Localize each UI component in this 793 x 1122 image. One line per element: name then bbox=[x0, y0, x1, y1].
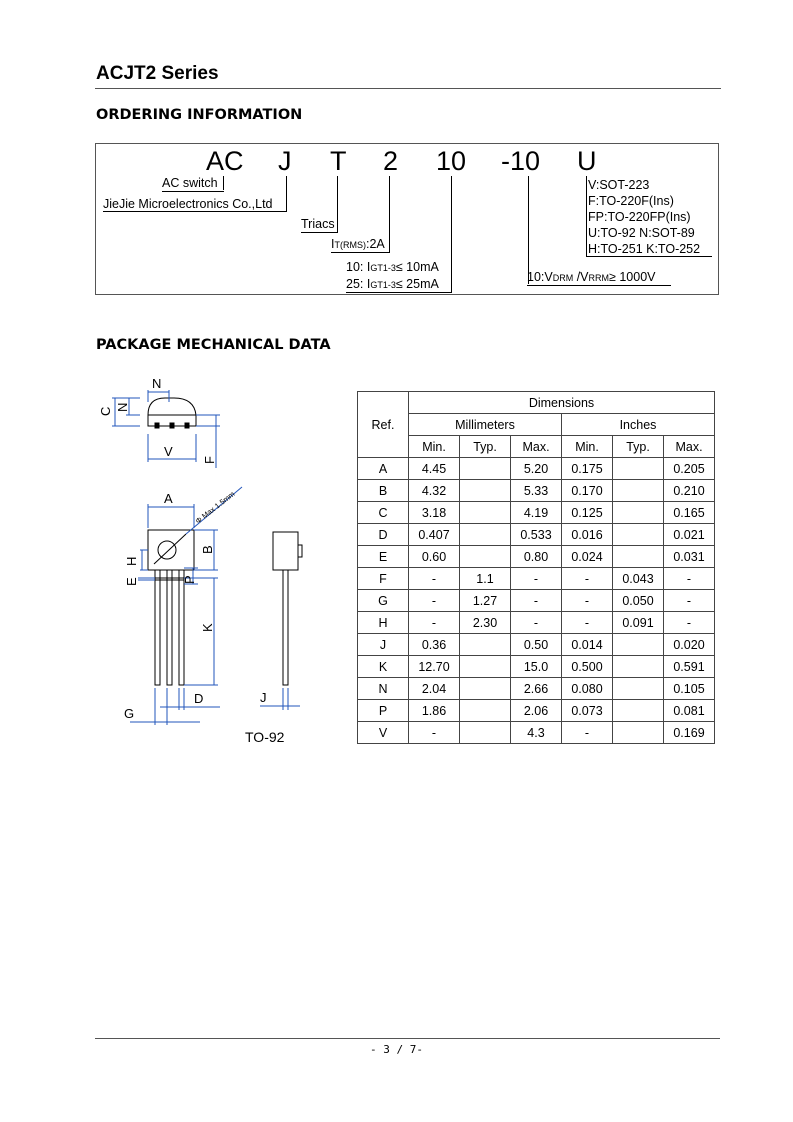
sub-header: Typ. bbox=[460, 436, 511, 458]
table-cell: 0.36 bbox=[409, 634, 460, 656]
table-cell: 2.06 bbox=[511, 700, 562, 722]
table-cell: 0.080 bbox=[562, 678, 613, 700]
table-cell: 0.081 bbox=[664, 700, 715, 722]
leader-u bbox=[586, 176, 587, 256]
code-part-t: T bbox=[330, 146, 347, 176]
table-row bbox=[358, 568, 715, 590]
millimeters-header: Millimeters bbox=[409, 414, 562, 436]
leader-j bbox=[286, 176, 287, 211]
table-cell bbox=[460, 546, 511, 568]
table-cell bbox=[460, 722, 511, 744]
table-cell: - bbox=[409, 722, 460, 744]
table-cell: 1.27 bbox=[460, 590, 511, 612]
leader-10 bbox=[451, 176, 452, 292]
label-company: JieJie Microelectronics Co.,Ltd bbox=[103, 197, 273, 211]
table-cell bbox=[460, 502, 511, 524]
table-row bbox=[358, 722, 715, 744]
ref-header: Ref. bbox=[358, 392, 409, 458]
dim-label-e: E bbox=[124, 577, 139, 586]
table-cell: 0.165 bbox=[664, 502, 715, 524]
table-cell bbox=[460, 524, 511, 546]
table-row bbox=[358, 612, 715, 634]
table-cell: 3.18 bbox=[409, 502, 460, 524]
table-cell: - bbox=[664, 612, 715, 634]
table-cell: 0.021 bbox=[664, 524, 715, 546]
table-row bbox=[358, 634, 715, 656]
table-cell bbox=[460, 480, 511, 502]
table-row bbox=[358, 656, 715, 678]
dimensions-table bbox=[357, 391, 715, 744]
table-cell: - bbox=[409, 590, 460, 612]
table-cell: 1.1 bbox=[460, 568, 511, 590]
table-ref-cell: A bbox=[358, 458, 409, 480]
table-cell: 5.33 bbox=[511, 480, 562, 502]
table-cell: 0.031 bbox=[664, 546, 715, 568]
table-cell bbox=[613, 502, 664, 524]
sub-header: Max. bbox=[511, 436, 562, 458]
sub-header: Max. bbox=[664, 436, 715, 458]
table-cell: 0.050 bbox=[613, 590, 664, 612]
dim-label-n2: N bbox=[115, 402, 130, 412]
sub-header: Typ. bbox=[613, 436, 664, 458]
table-cell: 0.091 bbox=[613, 612, 664, 634]
table-ref-cell: E bbox=[358, 546, 409, 568]
table-cell: - bbox=[664, 590, 715, 612]
leader-neg10 bbox=[528, 176, 529, 284]
dimensions-body bbox=[358, 458, 715, 744]
label-igt-25: 25: IGT1-3≤ 25mA bbox=[346, 277, 439, 291]
table-cell: 4.19 bbox=[511, 502, 562, 524]
to92-drawing bbox=[90, 370, 350, 750]
dim-label-n: N bbox=[152, 376, 162, 391]
table-cell bbox=[613, 678, 664, 700]
table-ref-cell: V bbox=[358, 722, 409, 744]
code-part-neg10: -10 bbox=[501, 146, 541, 176]
dim-label-c: C bbox=[98, 406, 113, 416]
table-cell bbox=[613, 546, 664, 568]
table-ref-cell: G bbox=[358, 590, 409, 612]
table-cell: - bbox=[562, 612, 613, 634]
package-v: V:SOT-223 bbox=[588, 178, 650, 192]
leader-t bbox=[337, 176, 338, 232]
code-part-10: 10 bbox=[436, 146, 467, 176]
table-cell: - bbox=[409, 612, 460, 634]
page-number: - 3 / 7- bbox=[370, 1043, 423, 1056]
table-row bbox=[358, 700, 715, 722]
table-cell bbox=[613, 656, 664, 678]
ordering-section-title: ORDERING INFORMATION bbox=[96, 107, 303, 123]
table-row bbox=[358, 678, 715, 700]
dim-label-b: B bbox=[200, 545, 215, 554]
table-ref-cell: B bbox=[358, 480, 409, 502]
table-cell: 0.50 bbox=[511, 634, 562, 656]
leader-2 bbox=[389, 176, 390, 252]
table-cell: 0.024 bbox=[562, 546, 613, 568]
table-cell: 0.80 bbox=[511, 546, 562, 568]
dimensions-header: Dimensions bbox=[409, 392, 715, 414]
dim-label-a: A bbox=[164, 491, 173, 506]
package-h-k: H:TO-251 K:TO-252 bbox=[588, 242, 701, 256]
table-row bbox=[358, 524, 715, 546]
table-cell bbox=[613, 634, 664, 656]
table-ref-cell: D bbox=[358, 524, 409, 546]
table-ref-cell: F bbox=[358, 568, 409, 590]
table-cell: 0.043 bbox=[613, 568, 664, 590]
table-cell: 0.210 bbox=[664, 480, 715, 502]
table-cell: - bbox=[511, 568, 562, 590]
table-cell: 0.105 bbox=[664, 678, 715, 700]
label-igt-10: 10: IGT1-3≤ 10mA bbox=[346, 260, 439, 274]
table-cell: 0.500 bbox=[562, 656, 613, 678]
table-cell: 0.533 bbox=[511, 524, 562, 546]
footer-rule bbox=[95, 1038, 720, 1039]
table-cell bbox=[460, 700, 511, 722]
label-vdrm: 10:VDRM /VRRM≥ 1000V bbox=[527, 270, 656, 284]
table-cell: 0.073 bbox=[562, 700, 613, 722]
table-cell: - bbox=[562, 590, 613, 612]
table-cell: 0.020 bbox=[664, 634, 715, 656]
code-part-u: U bbox=[577, 146, 597, 176]
label-triacs: Triacs bbox=[301, 217, 335, 231]
table-cell: 5.20 bbox=[511, 458, 562, 480]
table-cell: 4.3 bbox=[511, 722, 562, 744]
table-cell bbox=[613, 480, 664, 502]
table-cell: - bbox=[511, 590, 562, 612]
table-cell: 0.60 bbox=[409, 546, 460, 568]
code-part-j: J bbox=[278, 146, 292, 176]
table-cell: 2.66 bbox=[511, 678, 562, 700]
table-row bbox=[358, 590, 715, 612]
header-rule bbox=[95, 88, 721, 89]
table-row bbox=[358, 546, 715, 568]
dim-label-v: V bbox=[164, 444, 173, 459]
leader-ac bbox=[223, 176, 224, 190]
table-cell: - bbox=[562, 722, 613, 744]
dim-label-j: J bbox=[260, 690, 267, 705]
table-row bbox=[358, 502, 715, 524]
table-cell bbox=[460, 634, 511, 656]
table-cell: - bbox=[562, 568, 613, 590]
table-cell: 0.407 bbox=[409, 524, 460, 546]
table-cell bbox=[460, 678, 511, 700]
table-cell: 0.175 bbox=[562, 458, 613, 480]
table-cell: - bbox=[664, 568, 715, 590]
dim-label-phi: Φ Max 1.5mm bbox=[193, 489, 237, 526]
table-cell bbox=[613, 458, 664, 480]
table-cell bbox=[613, 524, 664, 546]
label-ac-switch: AC switch bbox=[162, 176, 218, 190]
table-cell bbox=[460, 656, 511, 678]
dim-label-g: G bbox=[124, 706, 135, 721]
table-cell: 15.0 bbox=[511, 656, 562, 678]
dim-label-p: P bbox=[182, 575, 197, 584]
document-title: ACJT2 Series bbox=[96, 63, 219, 84]
dim-label-d: D bbox=[194, 691, 204, 706]
inches-header: Inches bbox=[562, 414, 715, 436]
mechanical-section-title: PACKAGE MECHANICAL DATA bbox=[96, 337, 331, 353]
package-label: TO-92 bbox=[245, 729, 285, 745]
package-u-n: U:TO-92 N:SOT-89 bbox=[588, 226, 695, 240]
table-cell: - bbox=[409, 568, 460, 590]
table-cell: 0.205 bbox=[664, 458, 715, 480]
table-cell bbox=[613, 722, 664, 744]
table-cell: 0.014 bbox=[562, 634, 613, 656]
table-cell bbox=[613, 700, 664, 722]
table-ref-cell: P bbox=[358, 700, 409, 722]
table-cell: - bbox=[511, 612, 562, 634]
sub-header: Min. bbox=[562, 436, 613, 458]
table-cell: 2.04 bbox=[409, 678, 460, 700]
table-ref-cell: C bbox=[358, 502, 409, 524]
table-ref-cell: K bbox=[358, 656, 409, 678]
table-cell: 4.45 bbox=[409, 458, 460, 480]
dim-label-k: K bbox=[200, 623, 215, 632]
dim-label-f: F bbox=[202, 456, 217, 464]
table-cell: 0.591 bbox=[664, 656, 715, 678]
table-ref-cell: N bbox=[358, 678, 409, 700]
ordering-box bbox=[95, 143, 719, 295]
table-row bbox=[358, 480, 715, 502]
table-cell: 0.016 bbox=[562, 524, 613, 546]
table-cell: 12.70 bbox=[409, 656, 460, 678]
table-cell: 4.32 bbox=[409, 480, 460, 502]
table-cell bbox=[460, 458, 511, 480]
package-list bbox=[588, 177, 700, 257]
table-ref-cell: J bbox=[358, 634, 409, 656]
table-cell: 1.86 bbox=[409, 700, 460, 722]
table-cell: 2.30 bbox=[460, 612, 511, 634]
sub-header: Min. bbox=[409, 436, 460, 458]
table-ref-cell: H bbox=[358, 612, 409, 634]
package-f: F:TO-220F(Ins) bbox=[588, 194, 674, 208]
dim-label-h: H bbox=[124, 556, 139, 566]
table-cell: 0.169 bbox=[664, 722, 715, 744]
table-row bbox=[358, 458, 715, 480]
table-cell: 0.125 bbox=[562, 502, 613, 524]
package-fp: FP:TO-220FP(Ins) bbox=[588, 210, 691, 224]
code-part-ac: AC bbox=[206, 146, 244, 176]
table-cell: 0.170 bbox=[562, 480, 613, 502]
label-it-rms: IT(RMS):2A bbox=[331, 237, 385, 251]
code-part-2: 2 bbox=[383, 146, 399, 176]
